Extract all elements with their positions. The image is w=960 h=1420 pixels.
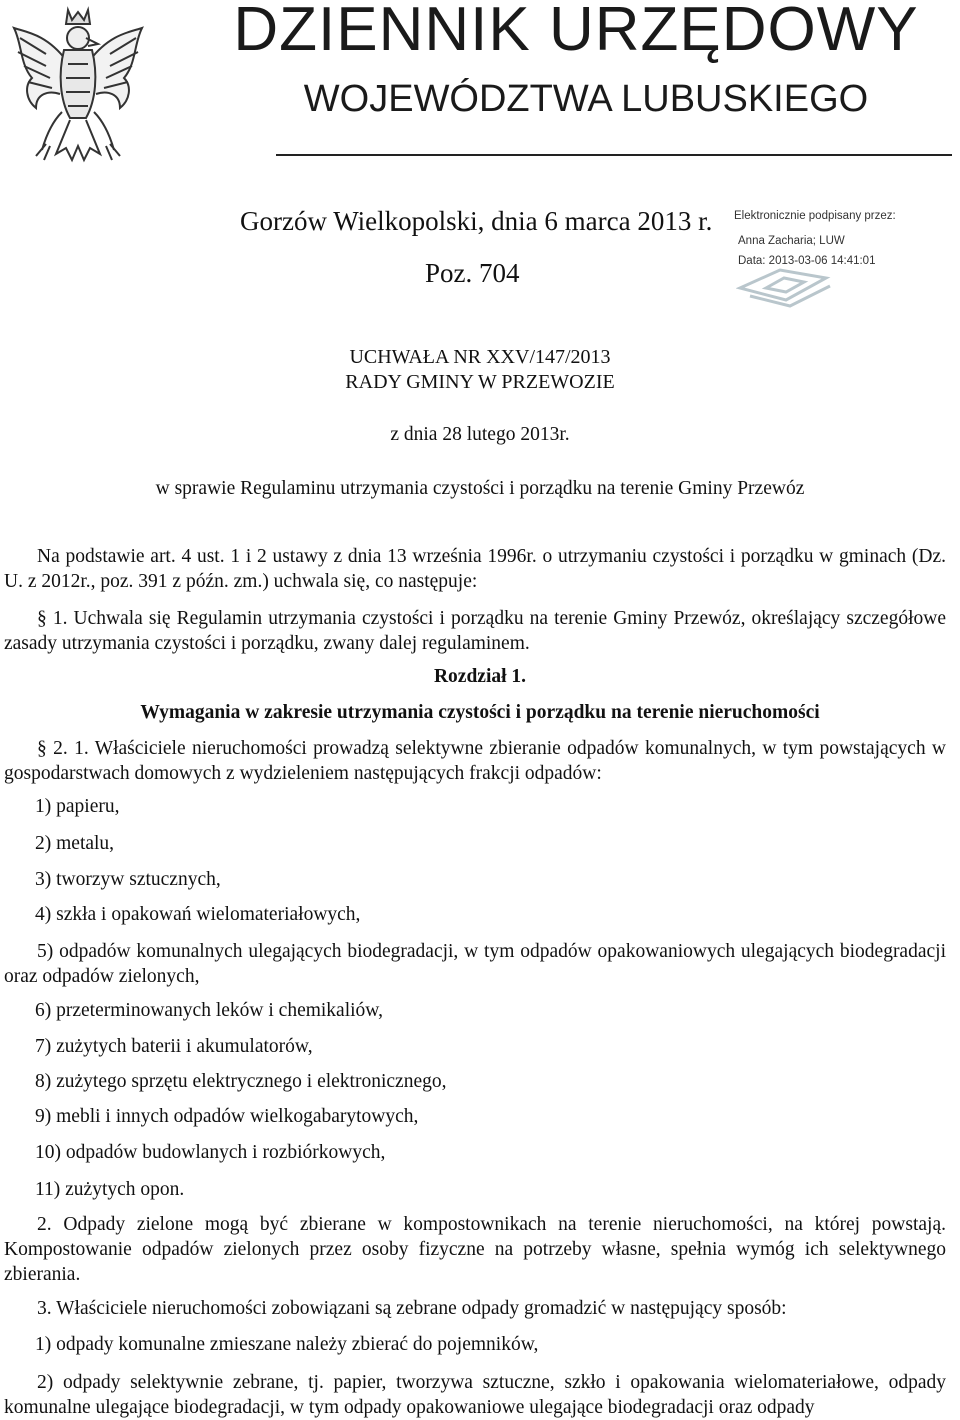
- list-item: 1) odpady komunalne zmieszane należy zbierać do pojemników,: [35, 1334, 539, 1355]
- list-item: 2) odpady selektywnie zebrane, tj. papier, tworzywa sztuczne, szkło i opakowania wielomateriałowe, odpady komunalne ulegające biodegradacji, w tym odpady opakowaniowe ulegające biodegradacji oraz odpady: [4, 1372, 946, 1418]
- place-date: Gorzów Wielkopolski, dnia 6 marca 2013 r.: [240, 206, 713, 236]
- signature-signed-by-label: Elektronicznie podpisany przez:: [734, 210, 896, 222]
- list-item: 4) szkła i opakowań wielomateriałowych,: [35, 904, 361, 925]
- resolution-number: UCHWAŁA NR XXV/147/2013: [349, 346, 611, 368]
- e-signature-logo-icon: [736, 266, 836, 308]
- polish-eagle-emblem-icon: [6, 4, 150, 164]
- list-item: 5) odpadów komunalnych ulegających biodegradacji, w tym odpadów opakowaniowych ulegających biodegradacji oraz odpadów zielonych,: [4, 941, 946, 987]
- list-item: 9) mebli i innych odpadów wielkogabarytowych,: [35, 1106, 419, 1127]
- header-divider: [276, 154, 952, 156]
- signature-signer: Anna Zacharia; LUW: [738, 235, 845, 247]
- chapter-heading: Rozdział 1.: [433, 666, 527, 687]
- journal-title: DZIENNIK URZĘDOWY: [233, 0, 919, 64]
- list-item: 7) zużytych baterii i akumulatorów,: [35, 1036, 313, 1057]
- preamble: Na podstawie art. 4 ust. 1 i 2 ustawy z dnia 13 września 1996r. o utrzymaniu czystości i porządku w gminach (Dz. U. z 2012r., poz. 391 z późn. zm.) uchwala się, co następuje:: [4, 546, 946, 592]
- journal-subtitle: WOJEWÓDZTWA LUBUSKIEGO: [303, 78, 869, 120]
- resolution-date: z dnia 28 lutego 2013r.: [390, 424, 570, 445]
- electronic-signature-stamp: [734, 210, 954, 306]
- paragraph-2-section-1: § 2. 1. Właściciele nieruchomości prowadzą selektywne zbieranie odpadów komunalnych, w tym powstających w gospodarstwach domowych z wydzieleniem następujących frakcji odpadów:: [4, 738, 946, 784]
- chapter-title: Wymagania w zakresie utrzymania czystości i porządku na terenie nieruchomości: [140, 702, 820, 723]
- list-item: 8) zużytego sprzętu elektrycznego i elektronicznego,: [35, 1071, 447, 1092]
- list-item: 11) zużytych opon.: [35, 1179, 185, 1200]
- list-item: 10) odpadów budowlanych i rozbiórkowych,: [35, 1142, 386, 1163]
- signature-date: Data: 2013-03-06 14:41:01: [738, 255, 876, 267]
- paragraph-1: § 1. Uchwala się Regulamin utrzymania czystości i porządku na terenie Gminy Przewóz, określający szczegółowe zasady utrzymania czystości i porządku, zwany dalej regulaminem.: [4, 608, 946, 654]
- list-item: 3) tworzyw sztucznych,: [35, 869, 221, 890]
- list-item: 6) przeterminowanych leków i chemikaliów,: [35, 1000, 383, 1021]
- list-item: 1) papieru,: [35, 796, 120, 817]
- position-number: Poz. 704: [425, 258, 520, 288]
- paragraph-2-section-2: 2. Odpady zielone mogą być zbierane w kompostownikach na terenie nieruchomości, na której powstają. Kompostowanie odpadów zielonych przez osoby fizyczne na potrzeby własne, spełnia wymóg ich selektywnego zbierania.: [4, 1214, 946, 1285]
- resolution-subject: w sprawie Regulaminu utrzymania czystości i porządku na terenie Gminy Przewóz: [155, 478, 805, 499]
- list-item: 2) metalu,: [35, 833, 115, 854]
- resolution-council: RADY GMINY W PRZEWOZIE: [345, 371, 615, 393]
- paragraph-2-section-3: 3. Właściciele nieruchomości zobowiązani są zebrane odpady gromadzić w następujący sposób:: [37, 1298, 787, 1319]
